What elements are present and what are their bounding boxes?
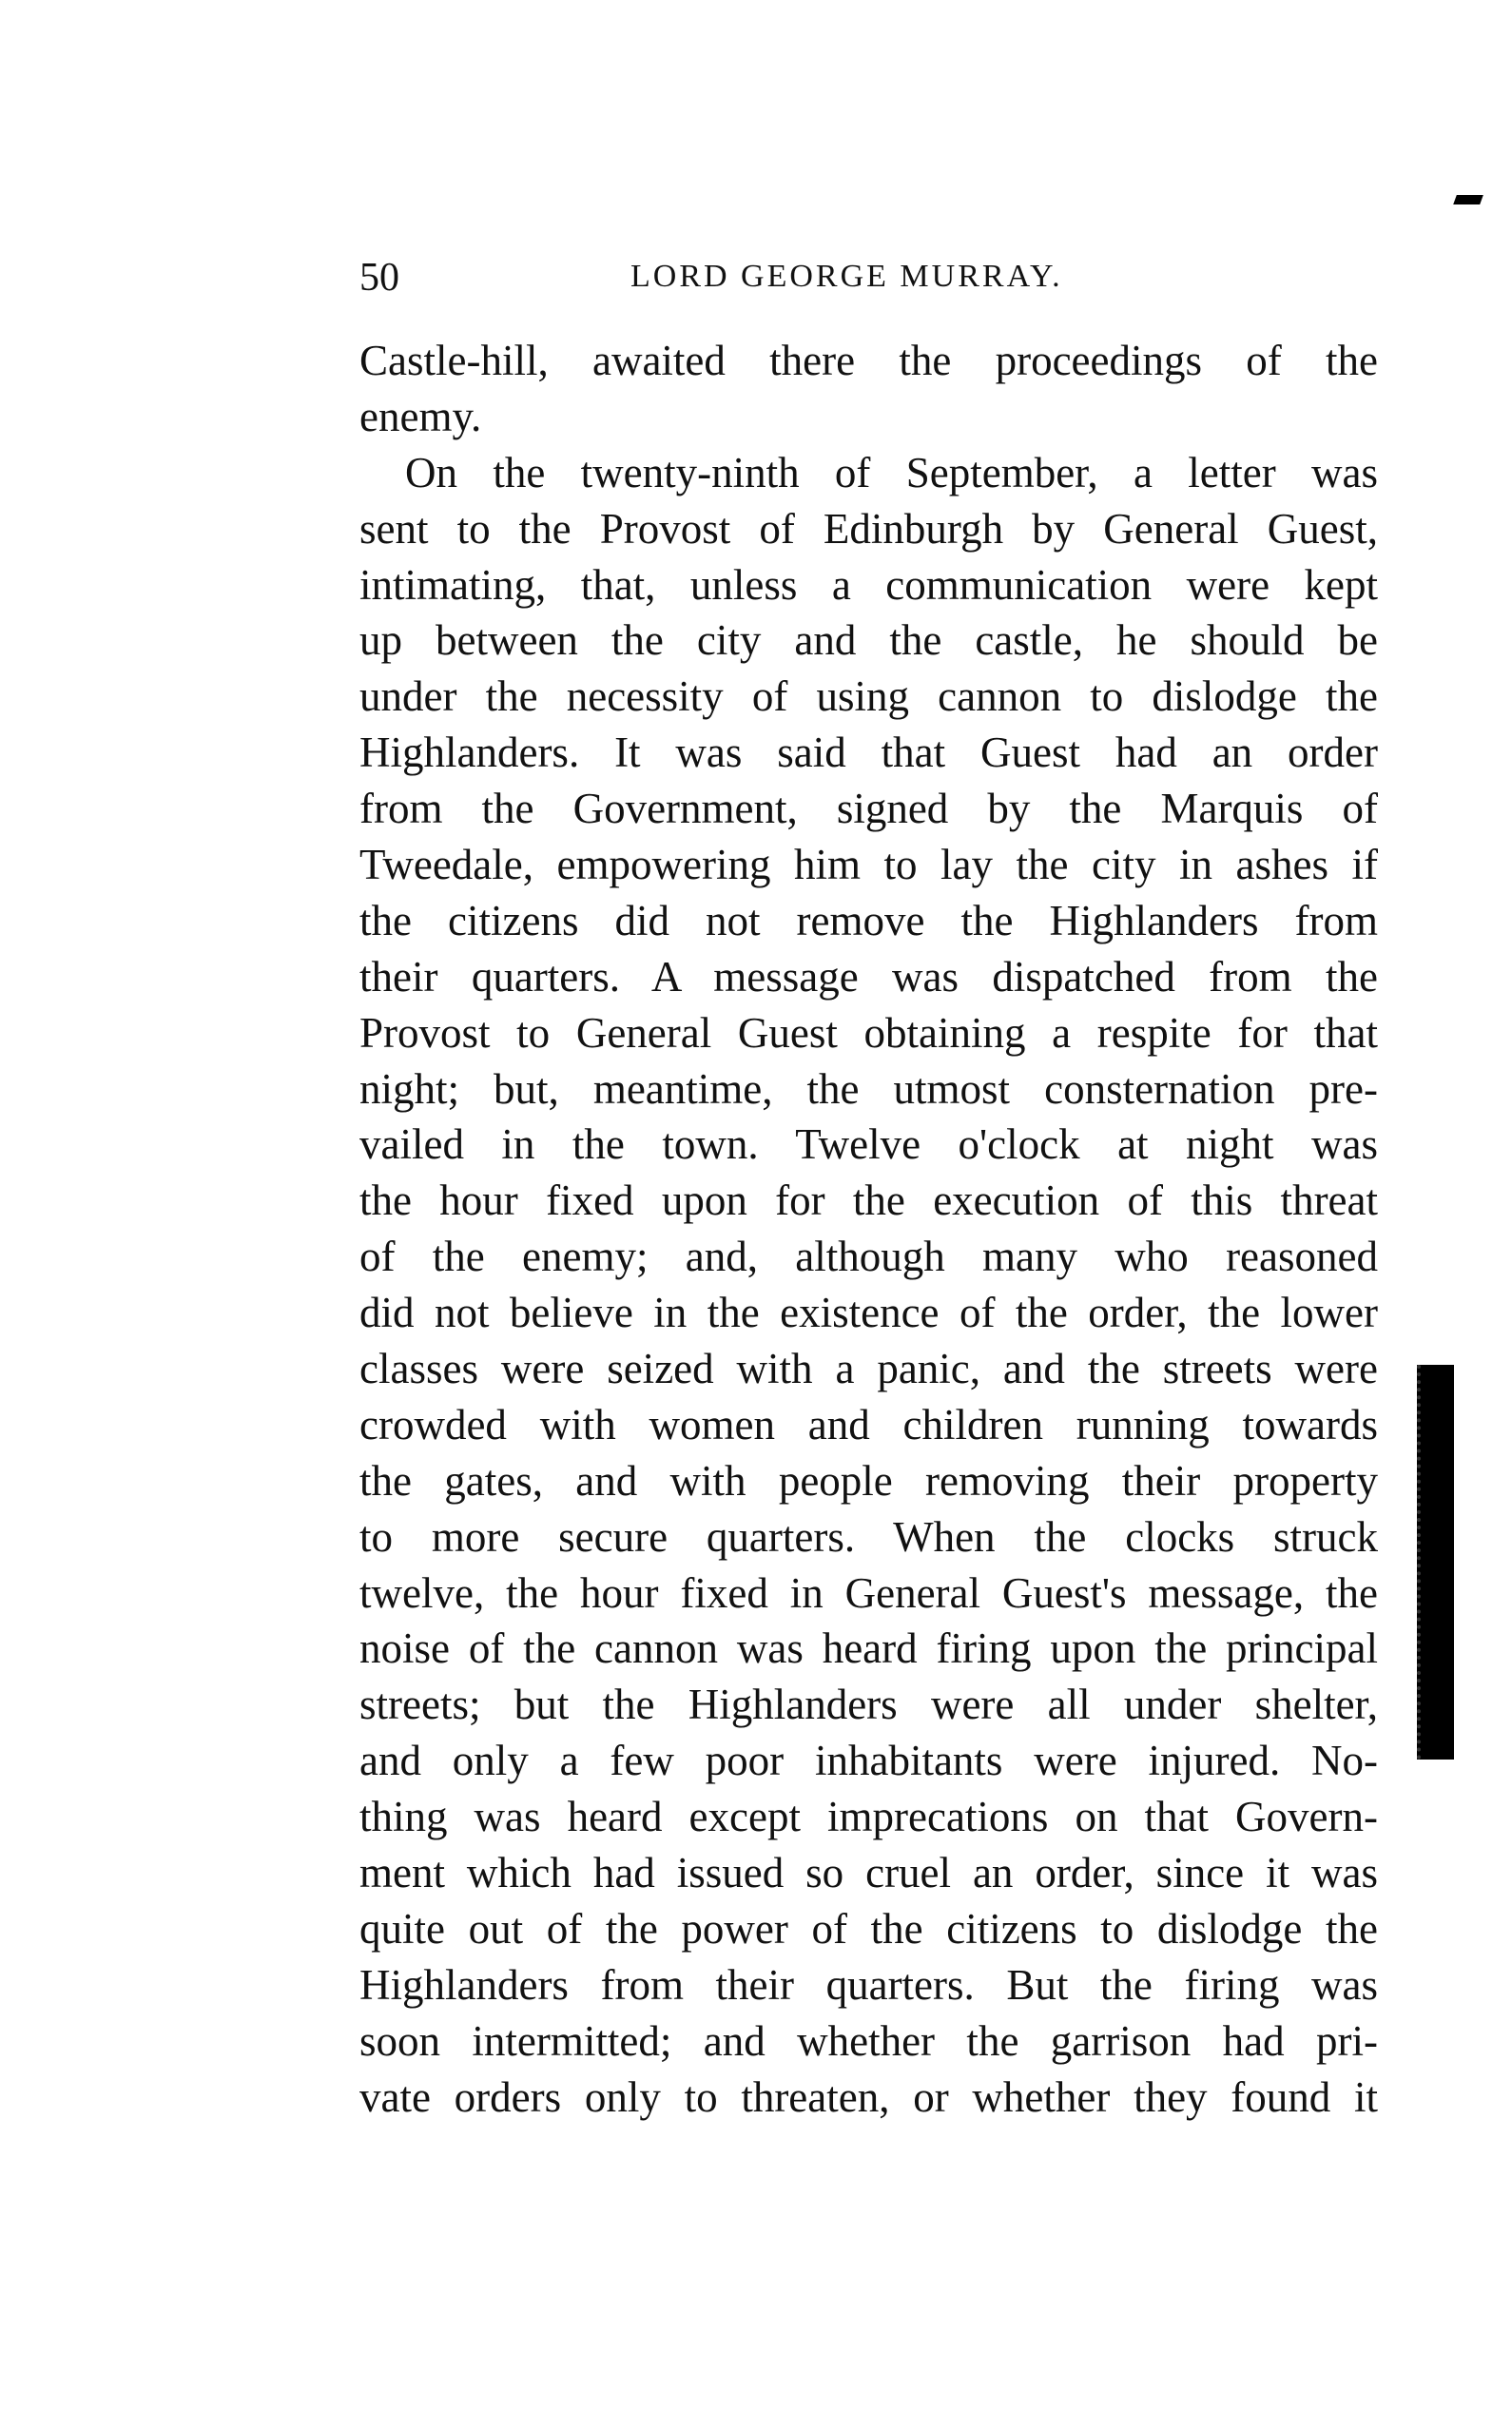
text-line: quite out of the power of the citizens to dislodge the — [359, 1904, 1378, 1953]
text-line: the gates, and with people removing their property — [359, 1456, 1378, 1505]
text-line: the citizens did not remove the Highlanders from — [359, 896, 1378, 944]
running-title: LORD GEORGE MURRAY. — [630, 259, 1063, 294]
text-line: and only a few poor inhabitants were injured. No- — [359, 1737, 1378, 1785]
text-line: Highlanders. It was said that Guest had an order — [359, 729, 1378, 777]
text-line: from the Government, signed by the Marquis of — [359, 785, 1378, 833]
text-line: sent to the Provost of Edinburgh by General Guest, — [359, 504, 1378, 553]
text-line: soon intermitted; and whether the garrison had pri- — [359, 2016, 1378, 2065]
text-line: Tweedale, empowering him to lay the city in ashes if — [359, 841, 1378, 889]
text-line: twelve, the hour fixed in General Guest's message, the — [359, 1568, 1378, 1617]
body-text — [359, 333, 1378, 2126]
text-line: crowded with women and children running towards — [359, 1400, 1378, 1449]
text-line: noise of the cannon was heard firing upon the principal — [359, 1624, 1378, 1673]
text-line: On the twenty-ninth of September, a letter was — [405, 448, 1378, 496]
text-line: under the necessity of using cannon to dislodge the — [359, 672, 1378, 721]
text-line: to more secure quarters. When the clocks struck — [359, 1512, 1378, 1561]
text-line: thing was heard except imprecations on that Govern- — [359, 1793, 1378, 1841]
text-line: vate orders only to threaten, or whether they found it — [359, 2072, 1378, 2121]
text-line: Castle-hill, awaited there the proceedings of the — [359, 337, 1378, 384]
scan-edge-bar — [1417, 1365, 1454, 1760]
text-line: intimating, that, unless a communication were kept — [359, 560, 1378, 609]
text-line: enemy. — [359, 392, 482, 440]
text-line: classes were seized with a panic, and the streets were — [359, 1345, 1378, 1393]
text-line: up between the city and the castle, he should be — [359, 616, 1378, 665]
text-line: ment which had issued so cruel an order, since it was — [359, 1849, 1378, 1897]
text-line: their quarters. A message was dispatched from the — [359, 952, 1378, 1001]
text-line: Provost to General Guest obtaining a respite for that — [359, 1008, 1378, 1057]
page-header — [359, 255, 1378, 306]
text-line: night; but, meantime, the utmost consternation pre- — [359, 1064, 1378, 1113]
scan-artifact-mark — [1453, 195, 1483, 204]
text-line: did not believe in the existence of the order, the lower — [359, 1289, 1378, 1337]
text-line: vailed in the town. Twelve o'clock at night was — [359, 1120, 1378, 1169]
text-line: the hour fixed upon for the execution of this threat — [359, 1177, 1378, 1225]
text-line: Highlanders from their quarters. But the firing was — [359, 1960, 1378, 2009]
text-line: of the enemy; and, although many who reasoned — [359, 1233, 1378, 1281]
text-line: streets; but the Highlanders were all under shelter, — [359, 1681, 1378, 1729]
page-number: 50 — [359, 256, 399, 300]
